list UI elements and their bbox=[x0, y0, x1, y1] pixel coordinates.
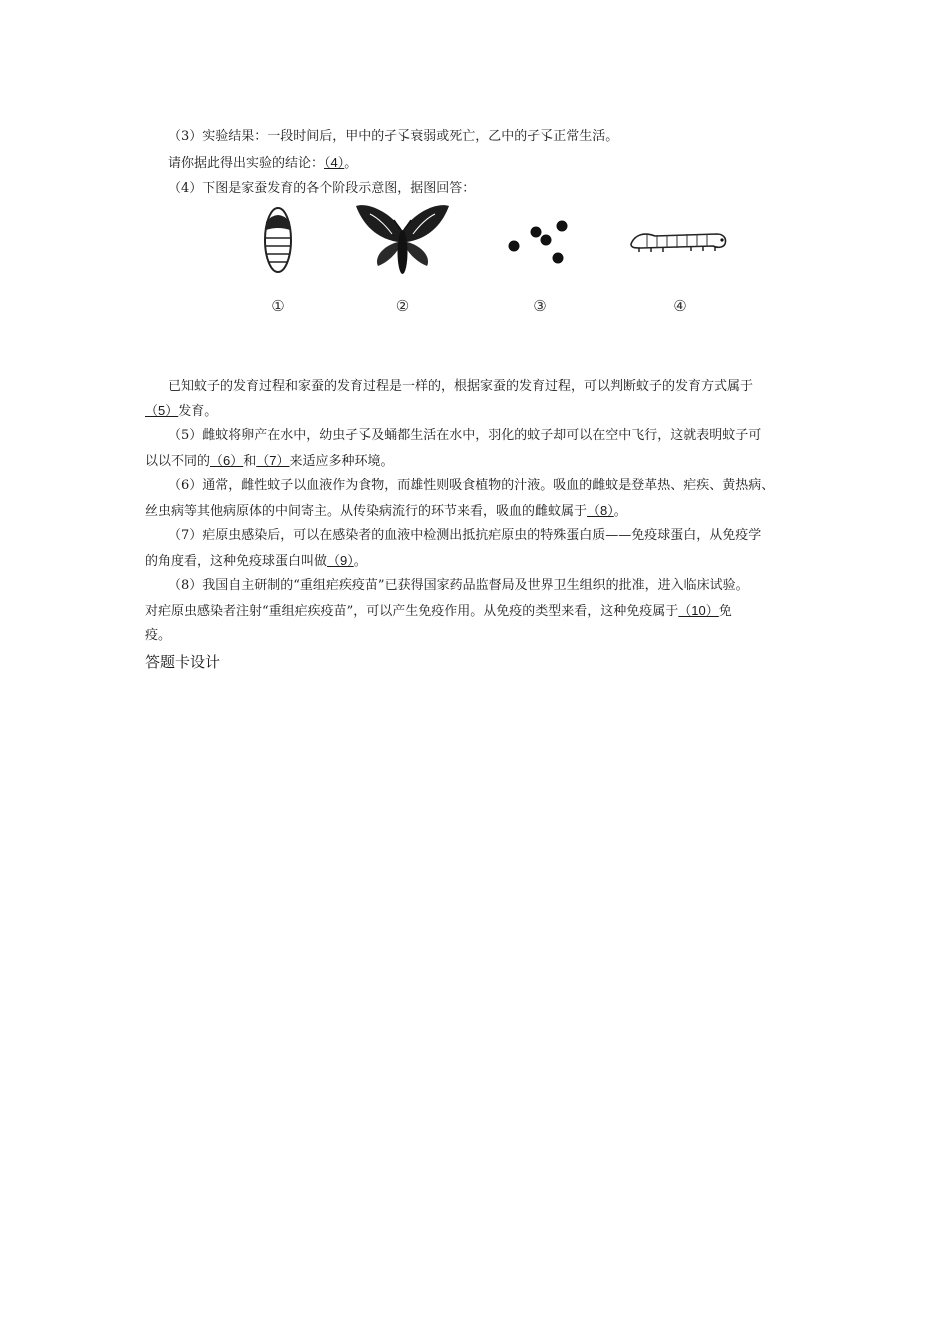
silkworm-stages-figure bbox=[250, 200, 730, 320]
q5-line2-suffix: 来适应多种环境。 bbox=[289, 454, 394, 469]
figure-label-3: ③ bbox=[533, 297, 547, 315]
q5-line2-prefix: 以以不同的 bbox=[145, 454, 211, 469]
q8-line1: （8）我国自主研制的“重组疟疾疫苗”已获得国家药品监督局及世界卫生组织的批准，进入临床试验。 bbox=[168, 578, 749, 593]
figure-label-4: ④ bbox=[673, 297, 687, 315]
q3-result: （3）实验结果：一段时间后，甲中的孑孓衰弱或死亡，乙中的孑孓正常生活。 bbox=[168, 129, 619, 144]
q6-line2-suffix: 。 bbox=[613, 504, 627, 519]
blank-4: （4） bbox=[324, 155, 345, 170]
q8-line3: 疫。 bbox=[145, 628, 172, 643]
figure-label-2: ② bbox=[395, 297, 410, 315]
q6-line1: （6）通常，雌性蚊子以血液作为食物，而雄性则吸食植物的汁液。吸血的雌蚊是登革热、疟疾、黄热病、 bbox=[168, 478, 775, 493]
blank-9: （9） bbox=[327, 553, 354, 568]
larva-stage bbox=[625, 200, 735, 315]
q4-para-line2 bbox=[145, 402, 217, 421]
figure-label-1: ① bbox=[271, 297, 285, 315]
q4-para-line1: 已知蚊子的发育过程和家蚕的发育过程是一样的，根据家蚕的发育过程，可以判断蚊子的发育方式属于 bbox=[168, 379, 754, 394]
moth-icon bbox=[350, 200, 455, 290]
eggs-icon bbox=[490, 200, 590, 290]
pupa-stage bbox=[228, 200, 328, 315]
answer-card-heading: 答题卡设计 bbox=[145, 653, 221, 671]
q8-line2-suffix: 免 bbox=[718, 604, 732, 619]
q5-line1: （5）雌蚊将卵产在水中，幼虫孑孓及蛹都生活在水中，羽化的蚊子却可以在空中飞行，这就表明蚊子可 bbox=[168, 428, 762, 443]
moth-stage bbox=[350, 200, 455, 315]
q7-line2-prefix: 的角度看，这种免疫球蛋白叫做 bbox=[145, 554, 328, 569]
q3-conclusion-suffix: 。 bbox=[344, 156, 358, 171]
blank-8: （8） bbox=[587, 503, 614, 518]
q3-conclusion-prefix: 请你据此得出实验的结论： bbox=[168, 156, 325, 171]
q4-para-line2-suffix: 发育。 bbox=[178, 404, 218, 419]
egg-stage bbox=[490, 200, 590, 315]
q7-line2 bbox=[145, 552, 367, 571]
q5-and: 和 bbox=[243, 454, 257, 469]
pupa-icon bbox=[228, 200, 328, 290]
blank-5: （5） bbox=[145, 403, 179, 418]
q5-line2 bbox=[145, 452, 394, 471]
q3-conclusion bbox=[168, 154, 357, 173]
q7-line1: （7）疟原虫感染后，可以在感染者的血液中检测出抵抗疟原虫的特殊蛋白质——免疫球蛋白，从免疫学 bbox=[168, 528, 762, 543]
blank-7: （7） bbox=[256, 453, 290, 468]
blank-10: （10） bbox=[678, 603, 719, 618]
q8-line2-prefix: 对疟原虫感染者注射“重组疟疾疫苗”，可以产生免疫作用。从免疫的类型来看，这种免疫属于 bbox=[145, 604, 679, 619]
q7-line2-suffix: 。 bbox=[353, 554, 367, 569]
q6-line2-prefix: 丝虫病等其他病原体的中间寄主。从传染病流行的环节来看，吸血的雌蚊属于 bbox=[145, 504, 588, 519]
blank-6: （6） bbox=[210, 453, 244, 468]
q4-prompt: （4）下图是家蚕发育的各个阶段示意图，据图回答： bbox=[168, 181, 476, 196]
silkworm-larva-icon bbox=[625, 200, 735, 290]
q8-line2 bbox=[145, 602, 732, 621]
q6-line2 bbox=[145, 502, 627, 521]
